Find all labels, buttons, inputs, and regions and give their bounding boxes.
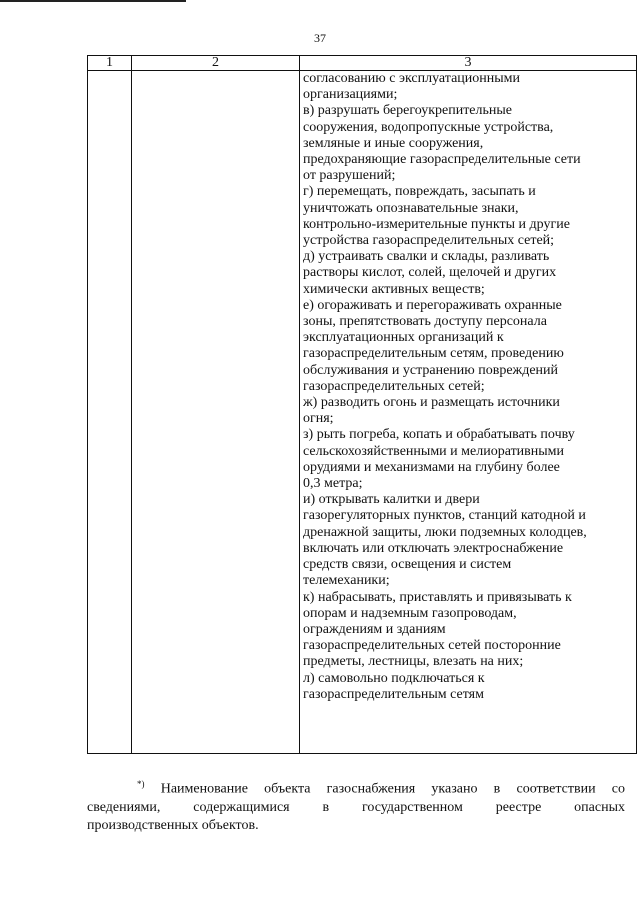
text-line: опорам и надземным газопроводам, [303,605,517,621]
text-line: г) перемещать, повреждать, засыпать и [303,184,536,200]
text-line: земляные и иные сооружения, [303,135,484,151]
text-line: газорегуляторных пунктов, станций катодной и [303,508,586,524]
text-line: е) огораживать и перегораживать охранные [303,297,562,313]
column-header-1: 1 [88,56,132,71]
header-rule [0,0,186,2]
text-line: ж) разводить огонь и размещать источники [303,395,560,411]
text-line: растворы кислот, солей, щелочей и других [303,265,557,281]
footnote-line-3: производственных объектов. [87,817,259,833]
text-line: эксплуатационных организаций к [303,330,504,346]
text-line: контрольно-измерительные пункты и другие [303,216,570,232]
column-header-3: 3 [300,56,637,71]
text-line: предохраняющие газораспределительные сети [303,152,581,168]
text-line: газораспределительным сетям, проведению [303,346,564,362]
column-header-2: 2 [132,56,300,71]
text-line: телемеханики; [303,573,390,589]
table-row [88,71,637,754]
text-line: химически активных веществ; [303,281,485,297]
text-line: и) открывать калитки и двери [303,492,480,508]
text-line: газораспределительных сетей; [303,378,485,394]
text-line: уничтожать опознавательные знаки, [303,200,519,216]
text-line: л) самовольно подключаться к [303,670,485,686]
text-line: устройства газораспределительных сетей; [303,233,555,249]
text-line: огня; [303,411,334,427]
text-line: сооружения, водопропускные устройства, [303,119,554,135]
footnote-line-2: сведениями, содержащимися в государственном реестре опасных [87,799,625,815]
footnote [87,775,625,835]
text-line: сельскохозяйственными и мелиоративными [303,443,565,459]
text-line: газораспределительным сетям [303,686,484,702]
text-line: согласованию с эксплуатационными [303,71,521,86]
text-line: з) рыть погреба, копать и обрабатывать почву [303,427,575,443]
footnote-text-1: Наименование объекта газоснабжения указано в соответствии со [160,781,625,797]
text-line: зоны, препятствовать доступу персонала [303,314,547,330]
text-line: орудиями и механизмами на глубину более [303,459,560,475]
text-line: в) разрушать берегоукрепительные [303,103,513,119]
text-line: д) устраивать свалки и склады, разливать [303,249,550,265]
cell-col1 [88,71,132,754]
footnote-marker: *) [137,779,145,789]
text-line: включать или отключать электроснабжение [303,540,564,556]
requirements-table [87,55,637,754]
text-line: организациями; [303,87,398,103]
text-line: газораспределительных сетей посторонние [303,638,561,654]
text-line: дренажной защиты, люки подземных колодцев, [303,524,587,540]
text-line: ограждениям и зданиям [303,621,446,637]
footnote-line-1 [87,775,625,799]
cell-col2 [132,71,300,754]
text-line: средств связи, освещения и систем [303,557,512,573]
text-line: обслуживания и устранению повреждений [303,362,559,378]
text-line: 0,3 метра; [303,476,363,492]
text-line: от разрушений; [303,168,396,184]
text-line: к) набрасывать, приставлять и привязывать к [303,589,572,605]
page-number: 37 [314,31,326,45]
cell-col3-text [300,71,637,754]
text-line: предметы, лестницы, влезать на них; [303,654,524,670]
table-header-row [88,56,637,71]
